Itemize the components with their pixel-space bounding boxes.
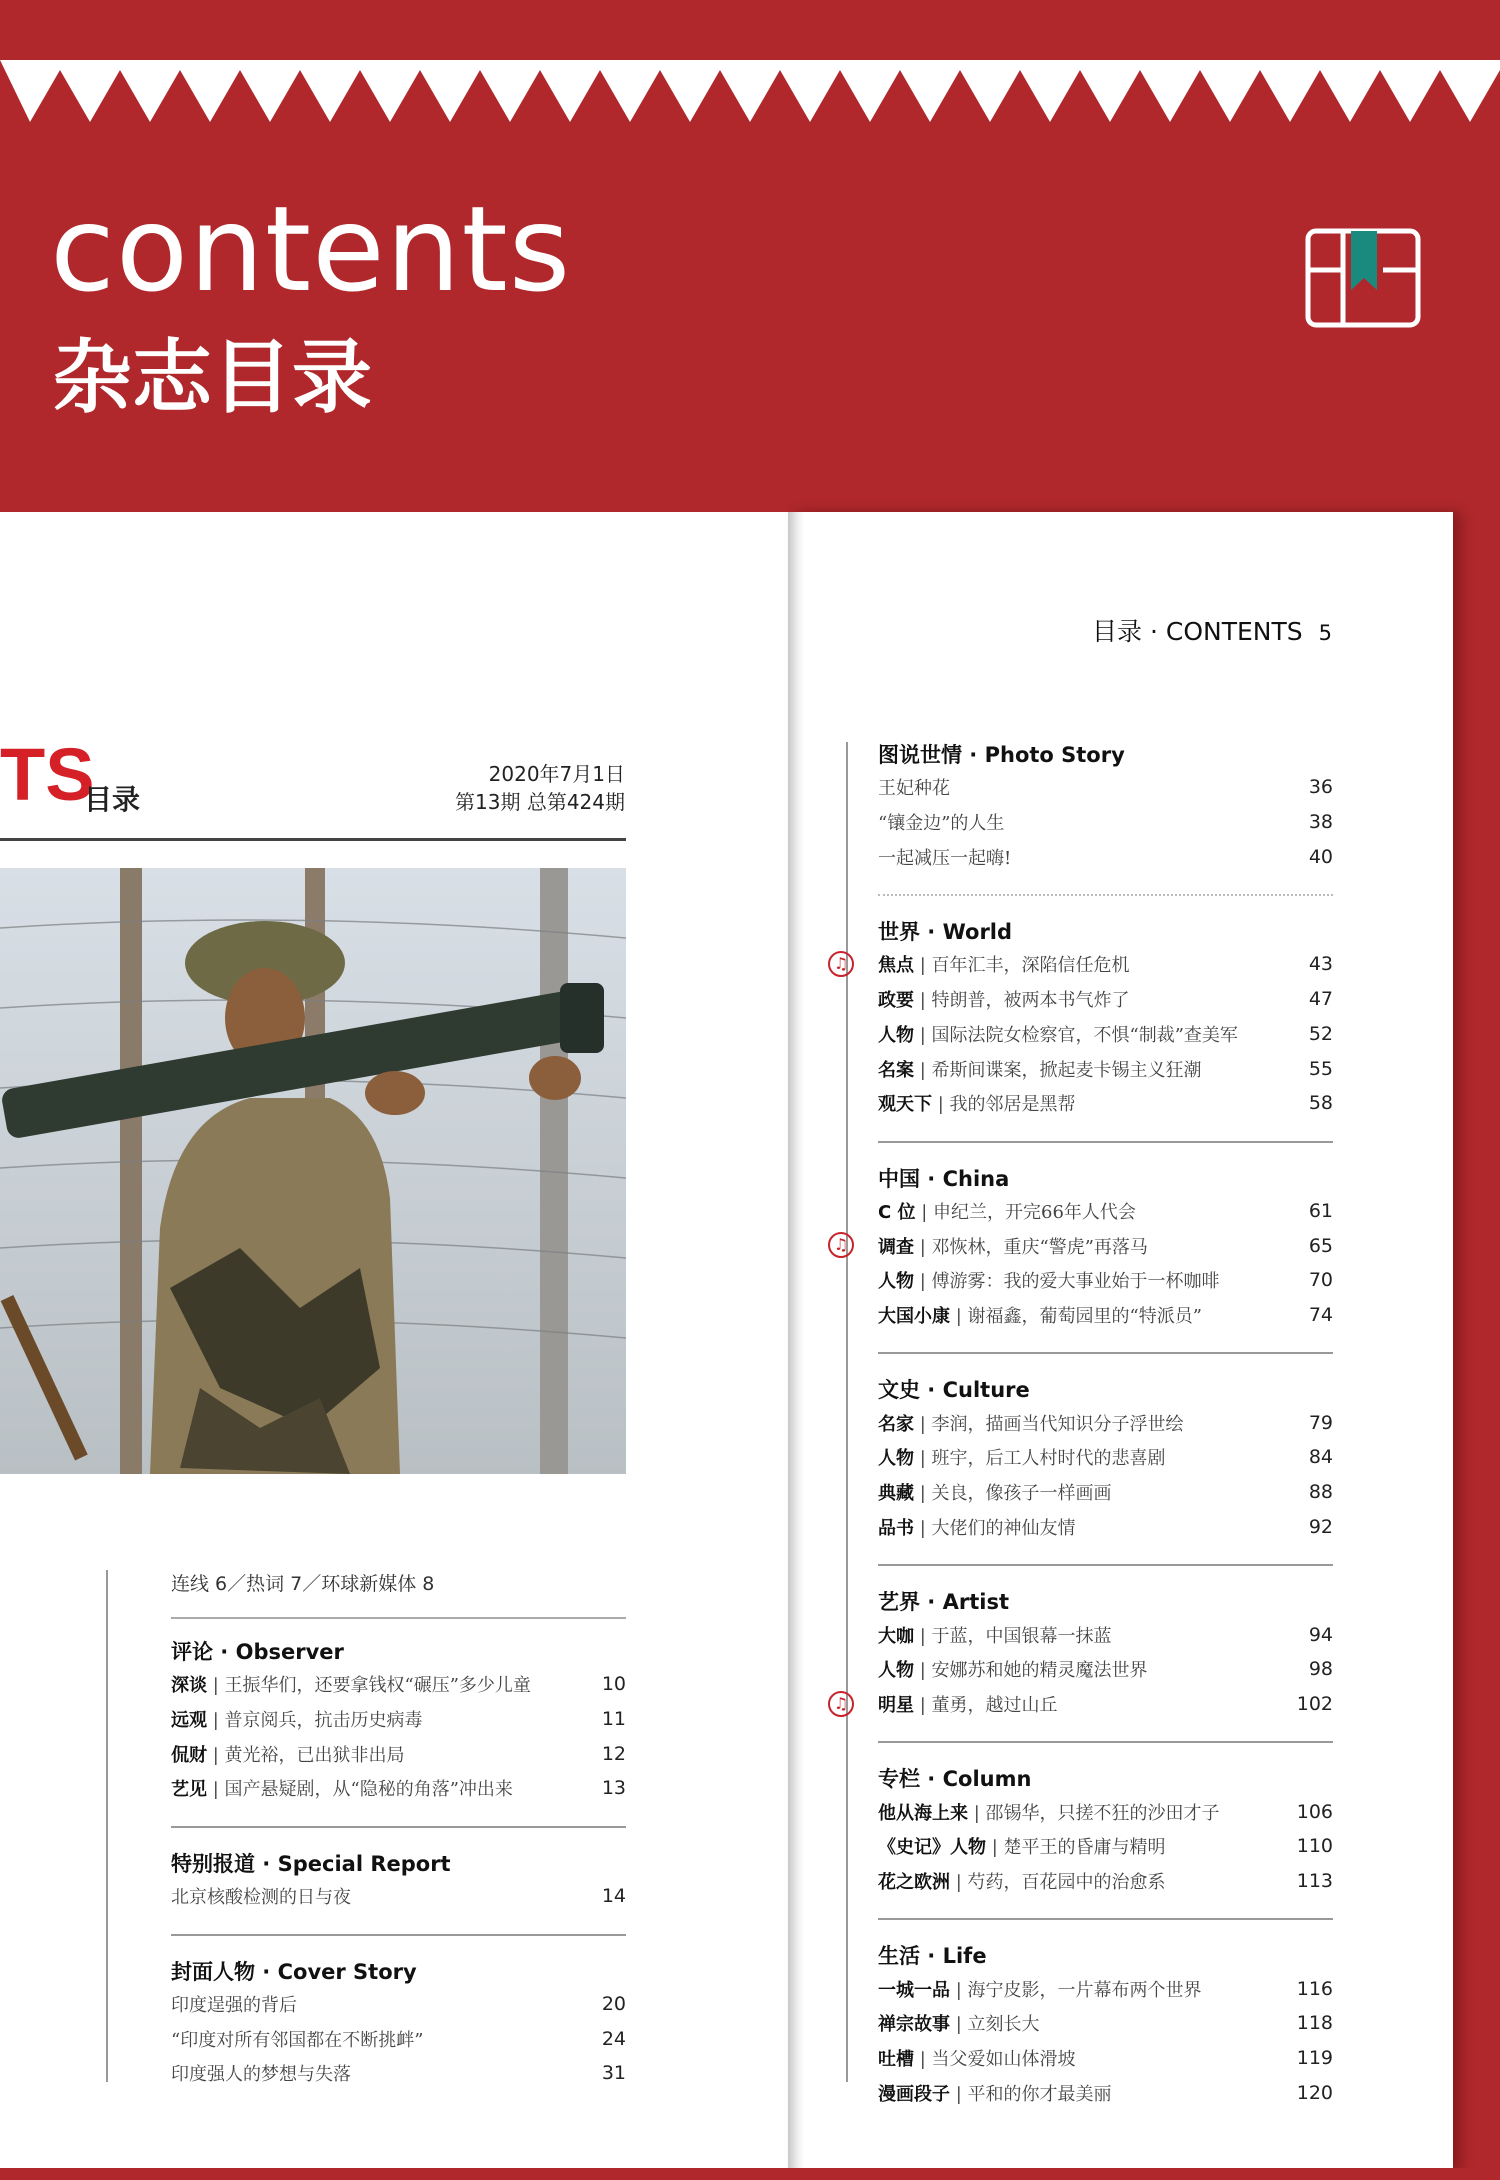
toc-entry[interactable] xyxy=(878,805,1333,840)
right-page-title: 目录 · CONTENTS xyxy=(1092,617,1303,646)
toc-entry-title: 人物 | 傅游雾：我的爱大事业始于一杯咖啡 xyxy=(878,1271,1220,1293)
toc-entry[interactable] xyxy=(171,2056,626,2091)
toc-entry-tag: 漫画段子 xyxy=(878,2083,950,2105)
toc-entry-title: 花之欧洲 | 芍药，百花园中的治愈系 xyxy=(878,1872,1166,1894)
toc-section-title: 世界 · World xyxy=(878,920,1013,945)
toc-entry[interactable] xyxy=(171,2021,626,2056)
toc-entry-title: 《史记》人物 | 楚平王的昏庸与精明 xyxy=(878,1837,1166,1859)
bottom-edge xyxy=(0,2168,1500,2180)
toc-entry-title: “镶金边”的人生 xyxy=(878,813,1005,835)
toc-entry-title: 禅宗故事 | 立刻长大 xyxy=(878,2014,1040,2036)
toc-section xyxy=(171,1957,626,2091)
toc-page-number: 70 xyxy=(1308,1269,1333,1292)
toc-entry[interactable] xyxy=(878,1051,1333,1086)
toc-section-title: 艺界 · Artist xyxy=(878,1590,1009,1615)
toc-entry-tag: 品书 xyxy=(878,1517,914,1539)
toc-page-number: 116 xyxy=(1296,1977,1333,2000)
cover-photo xyxy=(0,868,626,1474)
misc-rule xyxy=(171,1617,626,1619)
contents-logo-fragment: TS xyxy=(0,733,95,816)
toc-section-title: 评论 · Observer xyxy=(171,1640,344,1664)
zigzag-border xyxy=(0,60,1500,150)
toc-page-number: 52 xyxy=(1308,1022,1333,1045)
toc-entry-title: 漫画段子 | 平和的你才最美丽 xyxy=(878,2083,1112,2105)
contents-title-zh: 杂志目录 xyxy=(52,331,372,424)
toc-entry-title: 北京核酸检测的日与夜 xyxy=(171,1887,351,1909)
toc-page-number: 113 xyxy=(1296,1870,1333,1893)
toc-section-title: 中国 · China xyxy=(878,1166,1010,1191)
toc-entry[interactable] xyxy=(171,1667,626,1702)
right-page-header xyxy=(1092,612,1332,648)
toc-entry-title: 人物 | 安娜苏和她的精灵魔法世界 xyxy=(878,1660,1148,1682)
toc-entry-title: 人物 | 国际法院女检察官，不惧“制裁”查美军 xyxy=(878,1024,1238,1046)
toc-entry-tag: 人物 xyxy=(878,1271,914,1293)
toc-entry-title: 焦点 | 百年汇丰，深陷信任危机 xyxy=(878,955,1130,977)
audio-icon[interactable]: ♫ xyxy=(828,1232,854,1258)
toc-entry-title: 人物 | 班宇，后工人村时代的悲喜剧 xyxy=(878,1448,1166,1470)
toc-entry-title: 政要 | 特朗普，被两本书气炸了 xyxy=(878,990,1130,1012)
toc-page-number: 119 xyxy=(1296,2047,1333,2070)
toc-entry-title: 大国小康 | 谢福鑫，葡萄园里的“特派员” xyxy=(878,1306,1202,1327)
toc-entry-tag: 《史记》人物 xyxy=(878,1837,986,1859)
toc-entry-title: 他从海上来 | 邵锡华，只搓不狂的沙田才子 xyxy=(878,1802,1220,1824)
toc-section-title: 生活 · Life xyxy=(878,1944,987,1969)
toc-entry[interactable] xyxy=(171,1771,626,1806)
toc-entry[interactable] xyxy=(878,1509,1333,1544)
section-rule xyxy=(171,1826,626,1828)
toc-page-number: 12 xyxy=(601,1742,626,1765)
toc-entry[interactable] xyxy=(878,770,1333,805)
toc-page-number: 102 xyxy=(1296,1692,1333,1715)
toc-entry[interactable] xyxy=(171,1879,626,1914)
toc-page-number: 98 xyxy=(1308,1658,1333,1681)
toc-entry-title: 王妃种花 xyxy=(878,778,950,800)
toc-page-number: 65 xyxy=(1308,1234,1333,1257)
toc-entry-tag: 一城一品 xyxy=(878,1979,950,2001)
toc-entry-title: 深谈 | 王振华们，还要拿钱权“碾压”多少儿童 xyxy=(171,1675,531,1697)
header-rule xyxy=(0,838,626,841)
toc-entry-title: 一起减压一起嗨! xyxy=(878,847,1012,869)
toc-entry-tag: 政要 xyxy=(878,990,914,1012)
toc-page-number: 74 xyxy=(1308,1304,1333,1326)
toc-page-number: 106 xyxy=(1296,1800,1333,1823)
toc-section xyxy=(878,740,1333,874)
toc-section-title: 专栏 · Column xyxy=(878,1767,1032,1792)
toc-entry-tag: 大国小康 xyxy=(878,1306,950,1327)
toc-entry-tag: 观天下 xyxy=(878,1094,932,1116)
toc-entry-tag: 侃财 xyxy=(171,1744,207,1766)
toc-entry-title: 一城一品 | 海宁皮影，一片幕布两个世界 xyxy=(878,1979,1202,2001)
toc-entry-title: 品书 | 大佬们的神仙友情 xyxy=(878,1517,1076,1539)
toc-section xyxy=(833,1587,1333,1721)
section-rule xyxy=(878,1352,1333,1354)
toc-section xyxy=(833,917,1333,1120)
toc-section xyxy=(171,1849,626,1914)
toc-entry-tag: 深谈 xyxy=(171,1675,207,1697)
toc-entry[interactable] xyxy=(878,2006,1333,2041)
toc-entry[interactable] xyxy=(878,1263,1333,1298)
section-rule xyxy=(878,1141,1333,1143)
toc-entry-tag: 名家 xyxy=(878,1413,914,1435)
toc-entry[interactable] xyxy=(878,1794,1333,1829)
toc-entry-tag: 明星 xyxy=(878,1694,914,1716)
toc-entry[interactable] xyxy=(878,1016,1333,1051)
toc-page-number: 79 xyxy=(1308,1411,1333,1434)
toc-page-number: 31 xyxy=(601,2062,626,2085)
toc-entry-tag: 典藏 xyxy=(878,1483,914,1505)
toc-page-number: 43 xyxy=(1308,953,1333,976)
toc-entry[interactable] xyxy=(878,1971,1333,2006)
toc-entry-title: 明星 | 董勇，越过山丘 xyxy=(878,1694,1058,1716)
toc-section xyxy=(833,1164,1333,1333)
toc-entry-title: C 位 | 申纪兰，开完66年人代会 xyxy=(878,1201,1136,1223)
toc-entry-title: 印度逞强的背后 xyxy=(171,1994,297,2016)
toc-page-number: 94 xyxy=(1308,1623,1333,1646)
toc-entry-tag: 调查 xyxy=(878,1236,914,1258)
toc-entry[interactable] xyxy=(878,1440,1333,1475)
toc-entry-tag: 大咖 xyxy=(878,1625,914,1647)
toc-entry-tag: 焦点 xyxy=(878,955,914,977)
toc-entry-title: 名家 | 李润，描画当代知识分子浮世绘 xyxy=(878,1413,1184,1435)
contents-title: contents xyxy=(50,180,572,318)
toc-entry[interactable] xyxy=(878,1864,1333,1899)
toc-entry-tag: 吐槽 xyxy=(878,2049,914,2071)
toc-page-number: 120 xyxy=(1296,2081,1333,2104)
book-spine xyxy=(788,512,804,2172)
toc-page-number: 11 xyxy=(601,1708,626,1731)
toc-entry-tag: 他从海上来 xyxy=(878,1802,968,1824)
toc-entry[interactable] xyxy=(833,1687,1333,1722)
toc-page-number: 88 xyxy=(1308,1481,1333,1504)
toc-entry[interactable] xyxy=(833,947,1333,982)
section-rule xyxy=(878,894,1333,896)
toc-entry-title: 吐槽 | 当父爱如山体滑坡 xyxy=(878,2049,1076,2071)
toc-entry-title: 侃财 | 黄光裕，已出狱非出局 xyxy=(171,1744,405,1766)
section-rule xyxy=(878,1564,1333,1566)
toc-section xyxy=(878,1764,1333,1898)
toc-entry-tag: 人物 xyxy=(878,1024,914,1046)
issue-number: 第13期 总第424期 xyxy=(455,790,625,814)
toc-entry-tag: 人物 xyxy=(878,1660,914,1682)
toc-page-number: 24 xyxy=(601,2027,626,2050)
toc-entry-tag: 艺见 xyxy=(171,1779,207,1801)
toc-entry-title: 印度强人的梦想与失落 xyxy=(171,2064,351,2086)
toc-entry-tag: 远观 xyxy=(171,1710,207,1732)
toc-entry-tag: 花之欧洲 xyxy=(878,1872,950,1894)
toc-page-number: 58 xyxy=(1308,1092,1333,1115)
audio-icon[interactable]: ♫ xyxy=(828,1691,854,1717)
toc-page-number: 13 xyxy=(601,1777,626,1800)
toc-entry-title: 名案 | 希斯间谍案，掀起麦卡锡主义狂潮 xyxy=(878,1059,1202,1081)
page-number: 5 xyxy=(1318,621,1332,645)
left-page-title: 目录 xyxy=(84,783,141,816)
toc-entry-title: 大咖 | 于蓝，中国银幕一抹蓝 xyxy=(878,1625,1112,1647)
toc-section xyxy=(171,1637,626,1806)
toc-entry[interactable] xyxy=(878,1298,1333,1333)
toc-entry-title: 典藏 | 关良，像孩子一样画画 xyxy=(878,1483,1112,1505)
toc-entry-tag: C 位 xyxy=(878,1201,916,1223)
toc-page-number: 55 xyxy=(1308,1057,1333,1080)
left-margin-rule xyxy=(106,1570,108,2082)
toc-entry[interactable] xyxy=(878,1475,1333,1510)
section-rule xyxy=(878,1918,1333,1920)
toc-page-number: 84 xyxy=(1308,1446,1333,1469)
section-rule xyxy=(171,1934,626,1936)
toc-entry[interactable] xyxy=(878,1652,1333,1687)
toc-page-number: 36 xyxy=(1308,776,1333,799)
toc-section xyxy=(878,1375,1333,1544)
toc-page-number: 38 xyxy=(1308,811,1333,834)
toc-entry[interactable] xyxy=(171,1736,626,1771)
toc-section xyxy=(878,1941,1333,2110)
toc-page-number: 14 xyxy=(601,1885,626,1908)
toc-entry[interactable] xyxy=(878,1617,1333,1652)
section-rule xyxy=(878,1741,1333,1743)
toc-entry[interactable] xyxy=(171,1987,626,2022)
toc-entry-tag: 人物 xyxy=(878,1448,914,1470)
toc-page-number: 61 xyxy=(1308,1199,1333,1222)
toc-entry[interactable] xyxy=(171,1702,626,1737)
toc-entry-title: 远观 | 普京阅兵，抗击历史病毒 xyxy=(171,1710,423,1732)
toc-entry-title: “印度对所有邻国都在不断挑衅” xyxy=(171,2029,424,2051)
toc-entry[interactable] xyxy=(878,1405,1333,1440)
toc-section-title: 封面人物 · Cover Story xyxy=(171,1959,417,1984)
toc-entry[interactable] xyxy=(878,2075,1333,2110)
toc-entry-title: 艺见 | 国产悬疑剧，从“隐秘的角落”冲出来 xyxy=(171,1779,513,1801)
toc-entry-title: 观天下 | 我的邻居是黑帮 xyxy=(878,1094,1076,1116)
toc-page-number: 110 xyxy=(1296,1835,1333,1858)
toc-page-number: 10 xyxy=(601,1673,626,1696)
toc-page-number: 47 xyxy=(1308,988,1333,1011)
toc-entry[interactable] xyxy=(878,982,1333,1017)
toc-page-number: 118 xyxy=(1296,2012,1333,2035)
toc-entry[interactable] xyxy=(878,1829,1333,1864)
toc-section-title: 文史 · Culture xyxy=(878,1378,1030,1403)
right-margin-rule xyxy=(846,742,848,2082)
toc-entry-tag: 名案 xyxy=(878,1059,914,1081)
toc-entry-tag: 禅宗故事 xyxy=(878,2014,950,2036)
toc-entry[interactable] xyxy=(878,1086,1333,1121)
issue-date: 2020年7月1日 xyxy=(488,762,625,786)
toc-entry-title: 调查 | 邓恢林，重庆“警虎”再落马 xyxy=(878,1236,1148,1258)
toc-page-number: 92 xyxy=(1308,1515,1333,1538)
toc-entry[interactable] xyxy=(878,2041,1333,2076)
toc-page-number: 20 xyxy=(601,1992,626,2015)
audio-icon[interactable]: ♫ xyxy=(828,951,854,977)
toc-entry[interactable] xyxy=(878,839,1333,874)
bookmark-icon[interactable] xyxy=(1305,228,1421,328)
misc-line: 连线 6／热词 7／环球新媒体 8 xyxy=(171,1573,435,1595)
toc-page-number: 40 xyxy=(1308,845,1333,868)
toc-entry[interactable] xyxy=(878,1194,1333,1229)
toc-section-title: 特别报道 · Special Report xyxy=(171,1851,451,1876)
toc-entry[interactable] xyxy=(833,1228,1333,1263)
toc-section-title: 图说世情 · Photo Story xyxy=(878,743,1125,767)
